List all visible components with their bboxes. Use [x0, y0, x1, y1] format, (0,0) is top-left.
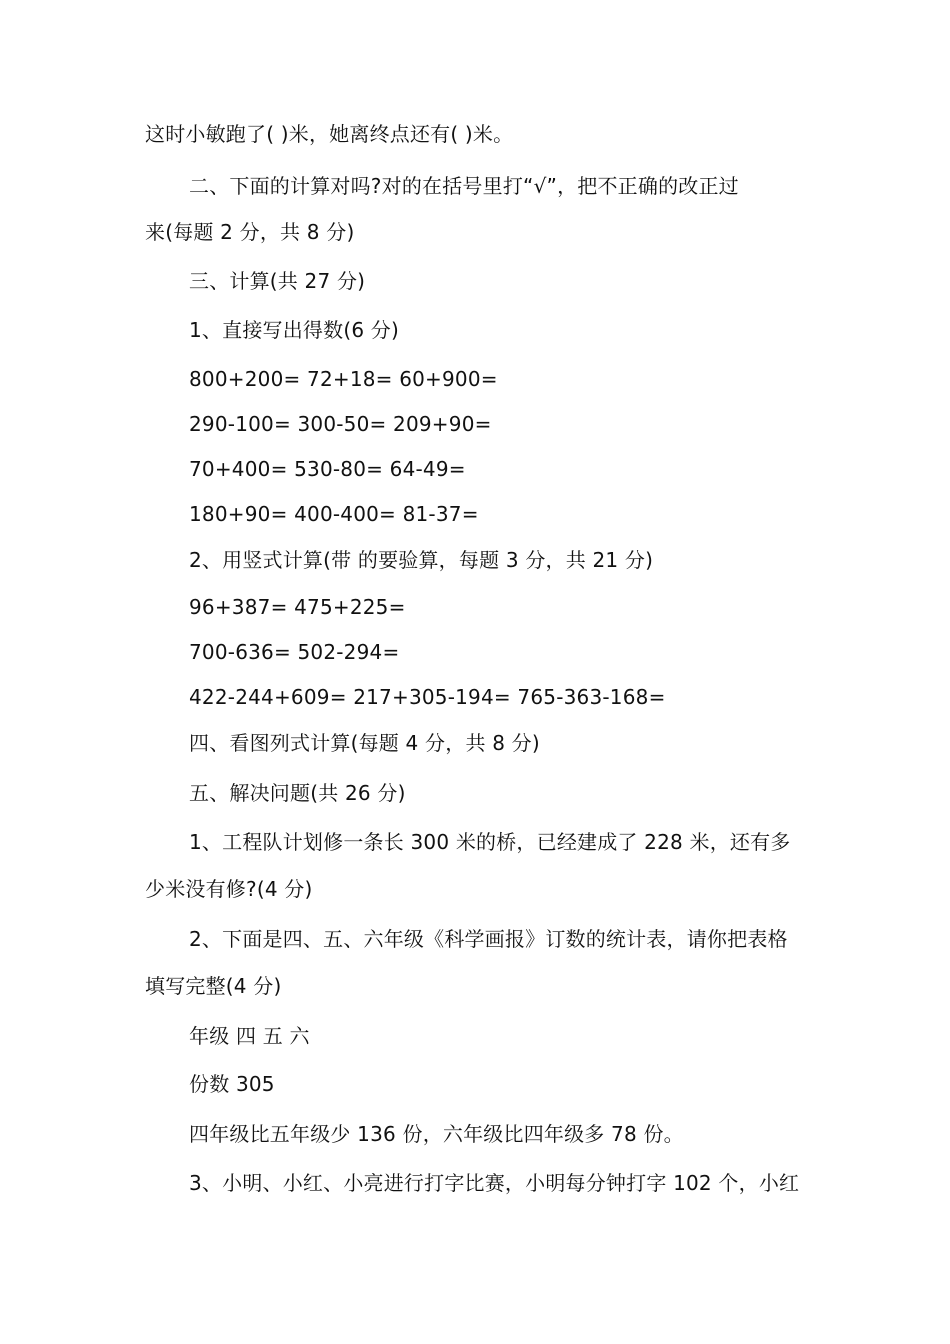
question-5-1-cont: 少米没有修?(4 分)	[145, 877, 313, 901]
math-row-4: 180+90= 400-400= 81-37=	[189, 502, 479, 526]
question-5-3: 3、小明、小红、小亮进行打字比赛，小明每分钟打字 102 个，小红	[189, 1171, 800, 1195]
math-row-5: 96+387= 475+225=	[189, 595, 406, 619]
question-5-2-cont: 填写完整(4 分)	[145, 974, 282, 998]
math-row-6: 700-636= 502-294=	[189, 640, 400, 664]
table-note: 四年级比五年级少 136 份，六年级比四年级多 78 份。	[189, 1122, 684, 1146]
section-5-heading: 五、解决问题(共 26 分)	[189, 781, 406, 805]
math-row-1: 800+200= 72+18= 60+900=	[189, 367, 498, 391]
math-row-3: 70+400= 530-80= 64-49=	[189, 457, 466, 481]
question-3-1: 1、直接写出得数(6 分)	[189, 318, 400, 342]
table-row-count: 份数 305	[189, 1072, 275, 1096]
text-line-1: 这时小敏跑了( )米，她离终点还有( )米。	[145, 122, 514, 146]
math-row-7: 422-244+609= 217+305-194= 765-363-168=	[189, 685, 666, 709]
question-5-2: 2、下面是四、五、六年级《科学画报》订数的统计表，请你把表格	[189, 927, 788, 951]
section-4-heading: 四、看图列式计算(每题 4 分，共 8 分)	[189, 731, 540, 755]
section-3-heading: 三、计算(共 27 分)	[189, 269, 366, 293]
question-5-1: 1、工程队计划修一条长 300 米的桥，已经建成了 228 米，还有多	[189, 830, 791, 854]
math-row-2: 290-100= 300-50= 209+90=	[189, 412, 492, 436]
section-2-heading-cont: 来(每题 2 分，共 8 分)	[145, 220, 355, 244]
question-3-2: 2、用竖式计算(带 的要验算，每题 3 分，共 21 分)	[189, 548, 654, 572]
table-row-grade: 年级 四 五 六	[189, 1024, 310, 1048]
section-2-heading: 二、下面的计算对吗?对的在括号里打“√”，把不正确的改正过	[189, 174, 739, 198]
